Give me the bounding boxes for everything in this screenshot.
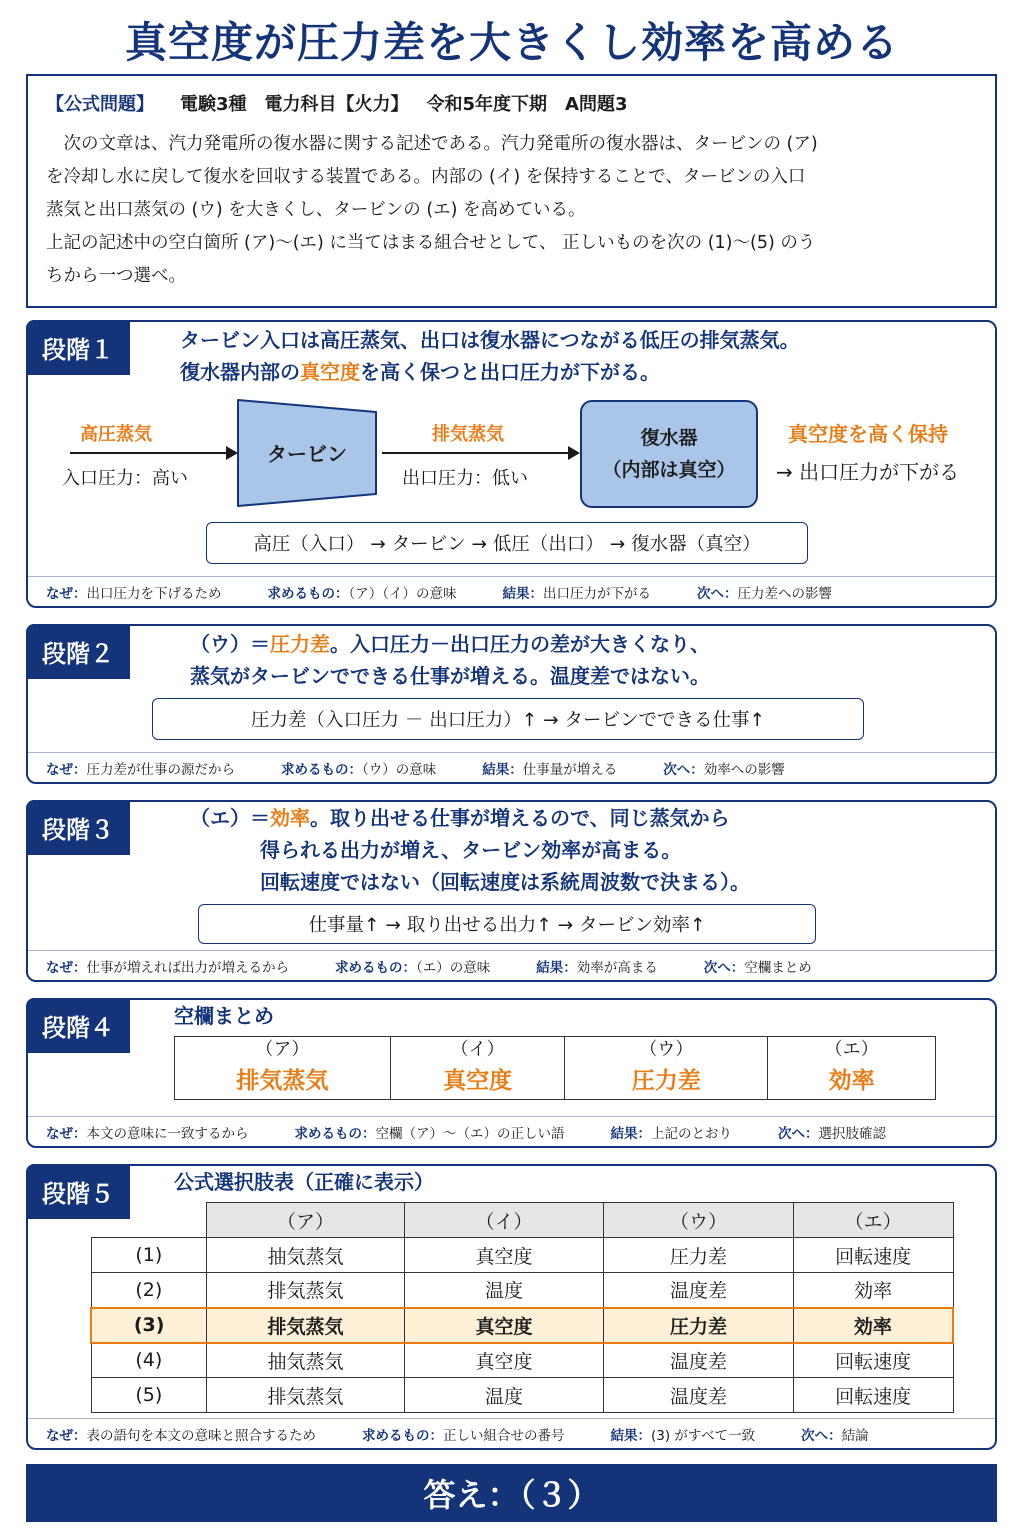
inlet-pressure-label: 入口圧力：高い	[62, 468, 188, 489]
seek-value: （ウ）の意味	[362, 761, 437, 778]
step-3-text	[190, 802, 750, 898]
step-3-formula: 仕事量↑ → 取り出せる出力↑ → タービン効率↑	[198, 904, 816, 944]
choices-body	[91, 1238, 953, 1413]
choice-cell: 排気蒸気	[207, 1273, 405, 1308]
choices-header-row	[91, 1203, 953, 1238]
problem-body	[46, 128, 977, 293]
next-value: 圧力差への影響	[737, 585, 832, 602]
choice-number: (4)	[91, 1343, 207, 1378]
blank-cell	[390, 1037, 565, 1100]
step-2-line-1a: （ウ）＝	[190, 632, 270, 656]
choice-row	[91, 1378, 953, 1413]
step-2-badge: 段階２	[26, 624, 130, 679]
exhaust-steam-label: 排気蒸気	[432, 424, 504, 445]
step-1-footer	[28, 576, 995, 606]
step-4-panel	[26, 998, 997, 1148]
step-1-line-1: タービン入口は高圧蒸気、出口は復水器につながる低圧の排気蒸気。	[180, 328, 800, 352]
blank-key: （ウ）	[639, 1039, 694, 1060]
choice-cell: 排気蒸気	[207, 1308, 405, 1343]
choice-cell: 圧力差	[604, 1238, 794, 1273]
step-5-heading: 公式選択肢表（正確に表示）	[174, 1170, 434, 1194]
choice-cell: 温度差	[604, 1273, 794, 1308]
why-value: 仕事が増えれば出力が増えるから	[86, 959, 289, 976]
step-5-badge: 段階５	[26, 1164, 130, 1219]
why-value: 本文の意味に一致するから	[86, 1125, 249, 1142]
keep-vacuum-label: 真空度を高く保持	[788, 422, 948, 446]
seek-label: 求めるもの：	[281, 761, 362, 778]
seek-value: （ア）（イ）の意味	[348, 585, 457, 602]
answer-banner: 答え：（３）	[26, 1464, 997, 1522]
step-4-heading: 空欄まとめ	[174, 1004, 274, 1028]
inlet-steam-label: 高圧蒸気	[80, 424, 152, 445]
blank-value: 排気蒸気	[236, 1068, 329, 1094]
next-value: 結論	[841, 1427, 869, 1444]
choice-row	[91, 1273, 953, 1308]
choice-row	[91, 1238, 953, 1273]
step-3-footer	[28, 950, 995, 980]
step-4-footer	[28, 1116, 995, 1146]
choice-cell: 圧力差	[604, 1308, 794, 1343]
seek-value: （エ）の意味	[416, 959, 491, 976]
step-1-badge: 段階１	[26, 320, 130, 375]
choice-cell: 真空度	[404, 1238, 604, 1273]
header-cell: （ア）	[207, 1203, 405, 1238]
why-value: 圧力差が仕事の源だから	[86, 761, 235, 778]
condenser-label: 復水器	[640, 427, 698, 449]
result-label: → 出口圧力が下がる	[776, 460, 960, 484]
header-cell: （ウ）	[604, 1203, 794, 1238]
blank-key: （イ）	[450, 1039, 505, 1060]
outlet-pressure-label: 出口圧力：低い	[402, 468, 528, 489]
step-3-badge: 段階３	[26, 800, 130, 855]
seek-label: 求めるもの：	[335, 959, 416, 976]
result-value: 仕事量が増える	[522, 761, 618, 778]
step-4-badge: 段階４	[26, 998, 130, 1053]
choice-row	[91, 1308, 953, 1343]
step-5-panel	[26, 1164, 997, 1450]
next-value: 選択肢確認	[818, 1125, 886, 1142]
why-label: なぜ：	[46, 1427, 87, 1444]
why-label: なぜ：	[46, 585, 87, 602]
step-2-line-1c: 。入口圧力－出口圧力の差が大きくなり、	[330, 632, 710, 656]
choice-cell: 温度	[404, 1378, 604, 1413]
inlet-arrow	[70, 452, 236, 454]
seek-value: 正しい組合せの番号	[443, 1427, 565, 1444]
step-1-panel	[26, 320, 997, 608]
result-label: 結果：	[610, 1125, 651, 1142]
problem-exam: 電験3種	[180, 94, 247, 115]
result-value: (3) がすべて一致	[651, 1427, 756, 1444]
choice-cell: 回転速度	[793, 1343, 953, 1378]
choice-cell: 温度	[404, 1273, 604, 1308]
why-label: なぜ：	[46, 1125, 87, 1142]
choice-number: (1)	[91, 1238, 207, 1273]
choice-cell: 効率	[793, 1273, 953, 1308]
next-label: 次へ：	[801, 1427, 842, 1444]
step-2-panel	[26, 624, 997, 784]
step-3-panel	[26, 800, 997, 982]
choice-cell: 効率	[793, 1308, 953, 1343]
step-1-line-2a: 復水器内部の	[180, 360, 300, 384]
blank-summary-table	[174, 1036, 936, 1100]
choice-cell: 回転速度	[793, 1238, 953, 1273]
seek-label: 求めるもの：	[267, 585, 349, 602]
next-value: 効率への影響	[703, 761, 785, 778]
result-label: 結果：	[536, 959, 577, 976]
next-label: 次へ：	[703, 959, 745, 976]
problem-line: 上記の記述中の空白箇所 (ア)～(エ) に当てはまる組合せとして、 正しいものを次の (1)～(5) のう	[46, 233, 816, 253]
step-1-line-2c: を高く保つと出口圧力が下がる。	[360, 360, 660, 384]
step-1-flow: 高圧（入口） → タービン → 低圧（出口） → 復水器（真空）	[206, 522, 808, 564]
problem-line: 蒸気と出口蒸気の (ウ) を大きくし、タービンの (エ) を高めている。	[46, 200, 586, 220]
seek-label: 求めるもの：	[294, 1125, 376, 1142]
choice-number: (2)	[91, 1273, 207, 1308]
choice-cell: 温度差	[604, 1378, 794, 1413]
choice-cell: 真空度	[404, 1308, 604, 1343]
turbine-label: タービン	[267, 442, 347, 466]
step-2-footer	[28, 752, 995, 782]
step-2-text	[190, 628, 710, 692]
problem-period: 令和5年度下期 A問題3	[426, 94, 628, 115]
choice-number: (3)	[91, 1308, 207, 1343]
next-value: 空欄まとめ	[744, 959, 812, 976]
seek-label: 求めるもの：	[362, 1427, 443, 1444]
problem-header	[46, 90, 977, 116]
step-1-text	[180, 324, 800, 388]
step-3-line-1a: （エ）＝	[190, 806, 270, 830]
step-3-keyword: 効率	[270, 806, 310, 830]
blank-value: 効率	[828, 1068, 875, 1094]
choice-cell: 真空度	[404, 1343, 604, 1378]
choice-cell: 排気蒸気	[207, 1378, 405, 1413]
problem-line: を冷却し水に戻して復水を回収する装置である。内部の (イ) を保持することで、タービンの入口	[46, 167, 806, 187]
result-value: 上記のとおり	[651, 1125, 732, 1142]
choice-number: (5)	[91, 1378, 207, 1413]
result-label: 結果：	[610, 1427, 651, 1444]
choice-cell: 抽気蒸気	[207, 1343, 405, 1378]
step-3-line-1c: 。取り出せる仕事が増えるので、同じ蒸気から	[310, 806, 730, 830]
next-label: 次へ：	[697, 585, 738, 602]
result-label: 結果：	[502, 585, 543, 602]
step-3-line-3: 回転速度ではない（回転速度は系統周波数で決まる）。	[260, 870, 750, 894]
blank-cell	[768, 1037, 936, 1100]
condenser-box	[580, 400, 758, 508]
header-cell: （イ）	[404, 1203, 604, 1238]
step-2-line-2: 蒸気がタービンでできる仕事が増える。温度差ではない。	[190, 664, 710, 688]
next-label: 次へ：	[778, 1125, 819, 1142]
header-cell: （エ）	[793, 1203, 953, 1238]
why-value: 出口圧力を下げるため	[86, 585, 222, 602]
blank-key: （ア）	[255, 1039, 310, 1060]
choice-cell: 抽気蒸気	[207, 1238, 405, 1273]
step-3-line-2: 得られる出力が増え、タービン効率が高まる。	[260, 838, 682, 862]
step-2-formula: 圧力差（入口圧力 － 出口圧力）↑ → タービンでできる仕事↑	[152, 698, 864, 740]
page-title: 真空度が圧力差を大きくし効率を高める	[124, 18, 899, 67]
corner-cell	[91, 1203, 207, 1238]
why-label: なぜ：	[46, 761, 87, 778]
choice-cell: 回転速度	[793, 1378, 953, 1413]
result-value: 効率が高まる	[576, 959, 658, 976]
result-value: 出口圧力が下がる	[543, 585, 651, 602]
blank-value: 圧力差	[631, 1068, 701, 1094]
seek-value: 空欄（ア）～（エ）の正しい語	[375, 1125, 565, 1142]
problem-line: ちから一つ選べ。	[46, 266, 186, 286]
step-3-line-1	[190, 802, 750, 834]
blank-cell	[175, 1037, 391, 1100]
result-label: 結果：	[482, 761, 523, 778]
choice-cell: 温度差	[604, 1343, 794, 1378]
why-label: なぜ：	[46, 959, 87, 976]
step-1-keyword: 真空度	[300, 360, 360, 384]
step-2-keyword: 圧力差	[270, 632, 330, 656]
step-5-footer	[28, 1418, 995, 1448]
step-1-line-2	[180, 356, 800, 388]
exhaust-arrow	[382, 452, 578, 454]
blank-value: 真空度	[443, 1068, 513, 1094]
problem-box	[26, 74, 997, 308]
step-2-line-1	[190, 628, 710, 660]
problem-line: 次の文章は、汽力発電所の復水器に関する記述である。汽力発電所の復水器は、タービンの (ア)	[46, 134, 818, 154]
problem-subject: 電力科目【火力】	[264, 94, 409, 115]
choice-row	[91, 1343, 953, 1378]
blank-key: （エ）	[824, 1039, 879, 1060]
choices-table	[90, 1202, 954, 1413]
blank-cell	[565, 1037, 768, 1100]
next-label: 次へ：	[663, 761, 704, 778]
condenser-sub: （内部は真空）	[602, 459, 736, 481]
why-value: 表の語句を本文の意味と照合するため	[86, 1427, 316, 1444]
problem-tag: 【公式問題】	[46, 94, 154, 115]
